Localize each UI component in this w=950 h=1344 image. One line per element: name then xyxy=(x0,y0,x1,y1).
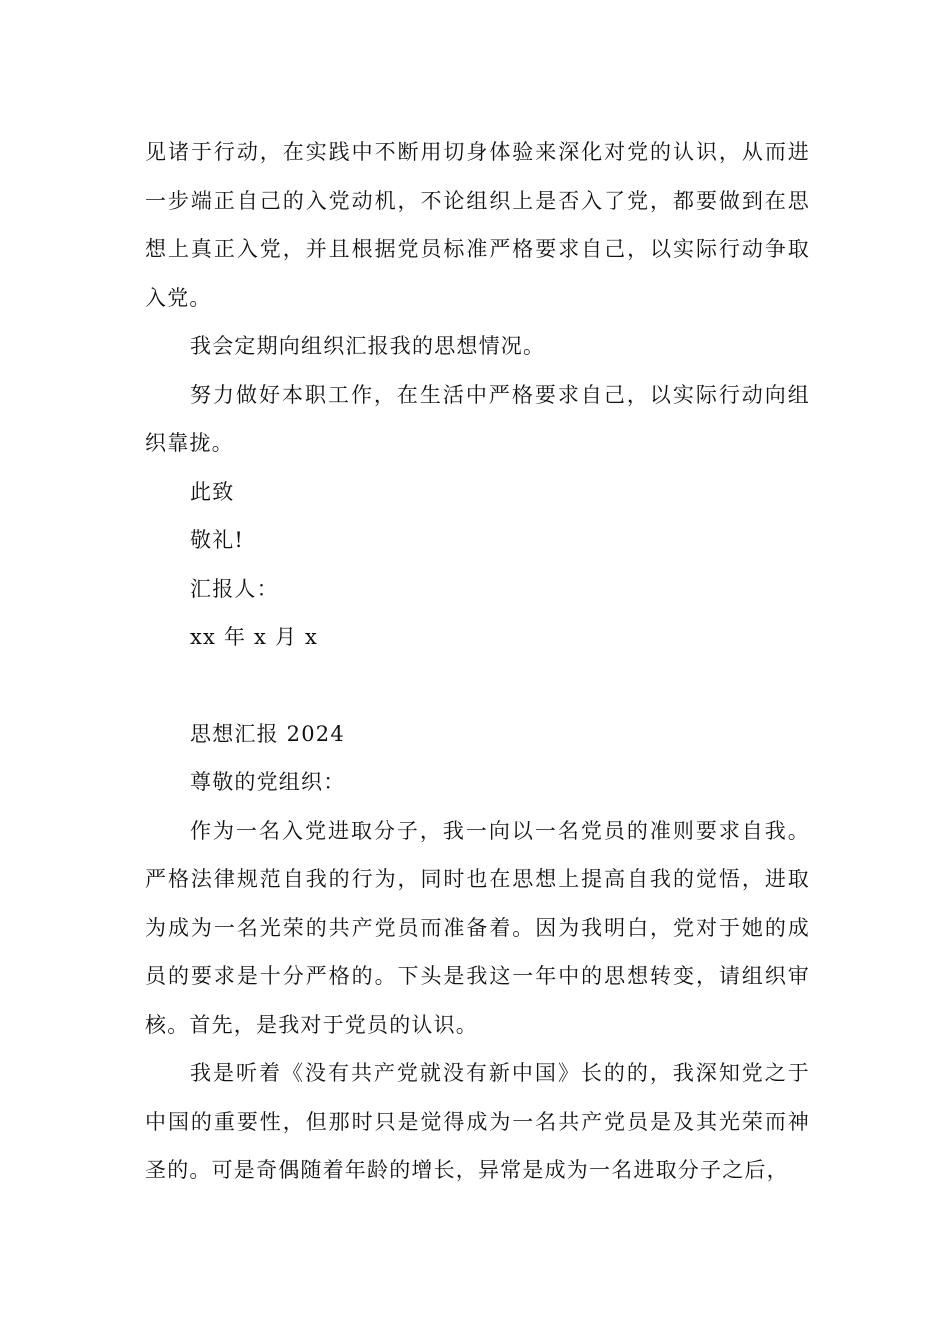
salutation: 尊敬的党组织： xyxy=(190,770,346,794)
paragraph-background: 我是听着《没有共产党就没有新中国》长的的，我深知党之于中国的重要性，但那时只是觉得成为一名共产党员是及其光荣而神圣的。可是奇偶随着年龄的增长，异常是成为一名进取分子之后， xyxy=(145,1061,810,1182)
document-body xyxy=(145,128,810,1195)
paragraph-report-commitment: 我会定期向组织汇报我的思想情况。 xyxy=(190,334,546,358)
paragraph-continuation: 见诸于行动，在实践中不断用切身体验来深化对党的认识，从而进一步端正自己的入党动机，不论组织上是否入了党，都要做到在思想上真正入党，并且根据党员标准严格要求自己，以实际行动争取入党。 xyxy=(145,140,810,310)
section-title: 思想汇报 2024 xyxy=(190,721,345,746)
reporter-label: 汇报人： xyxy=(190,576,279,601)
paragraph-intro: 作为一名入党进取分子，我一向以一名党员的准则要求自我。严格法律规范自我的行为，同时也在思想上提高自我的觉悟，进取为成为一名光荣的共产党员而准备着。因为我明白，党对于她的成员的要求是十分严格的。下头是我这一年中的思想转变，请组织审核。首先，是我对于党员的认识。 xyxy=(145,818,810,1037)
closing-jingli: 敬礼! xyxy=(190,528,245,552)
closing-cizhi: 此致 xyxy=(190,479,235,504)
paragraph-work-commitment: 努力做好本职工作，在生活中严格要求自己，以实际行动向组织靠拢。 xyxy=(145,382,810,455)
section-spacer xyxy=(145,662,810,710)
report-date: xx 年 x 月 x xyxy=(190,625,319,649)
